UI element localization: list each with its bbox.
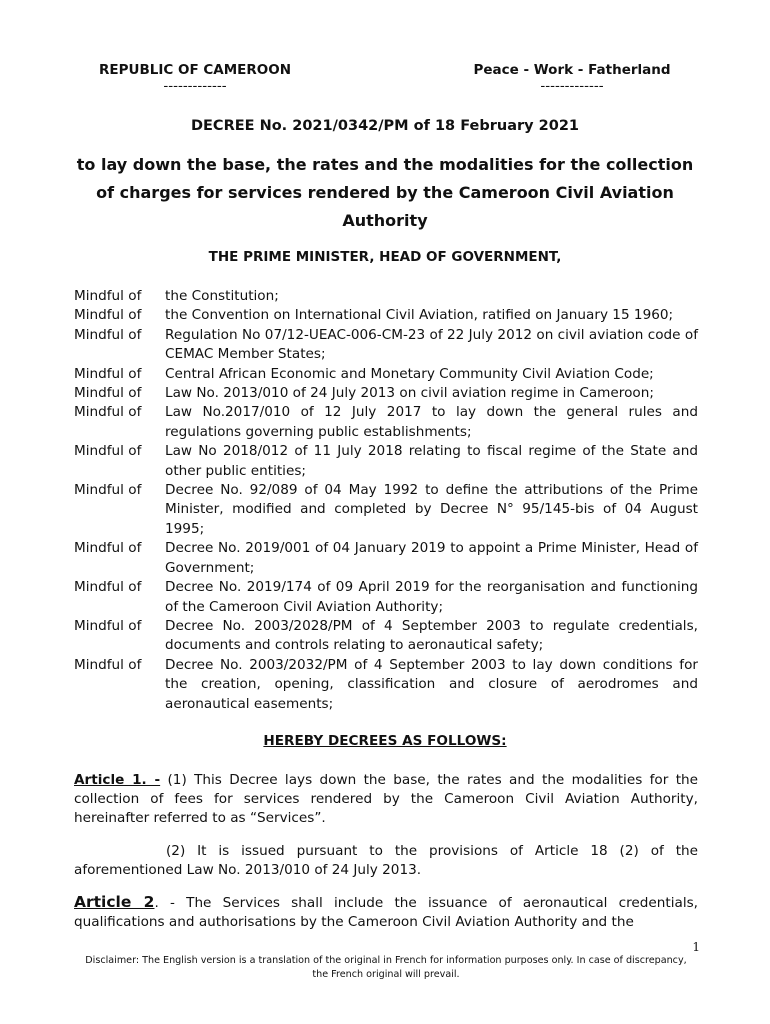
decree-number: DECREE No. 2021/0342/PM of 18 February 2021 xyxy=(190,118,579,134)
list-item xyxy=(74,617,698,656)
mindful-label: Mindful of xyxy=(74,617,142,634)
article-1-paragraph-2: (2) It is issued pursuant to the provisions of Article 18 (2) of the aforementioned Law No. 2013/010 of 24 July 2013. xyxy=(74,843,698,878)
mindful-list xyxy=(74,287,698,714)
mindful-text: Law No. 2013/010 of 24 July 2013 on civil aviation regime in Cameroon; xyxy=(165,385,654,402)
article-2-text: . - The Services shall include the issuance of aeronautical credentials, qualifications and authorisations by the Cameroon Civil Aviation Authority and the xyxy=(74,895,699,930)
mindful-label: Mindful of xyxy=(74,326,142,343)
header-right-text: Peace - Work - Fatherland xyxy=(473,62,671,78)
list-item xyxy=(74,539,698,578)
mindful-text: Decree No. 2003/2032/PM of 4 September 2003 to lay down conditions for the creation, opening, classification and closure of aerodromes and aeronautical easements; xyxy=(165,656,698,712)
mindful-text: Decree No. 2003/2028/PM of 4 September 2003 to regulate credentials, documents and controls relating to aeronautical safety; xyxy=(165,617,698,654)
list-item xyxy=(74,326,698,365)
article-1-text: (1) This Decree lays down the base, the rates and the modalities for the collection of fees for services rendered by the Cameroon Civil Aviation Authority, hereinafter referred to as “Services”. xyxy=(74,772,698,826)
article-1-label: Article 1. - xyxy=(74,772,161,788)
list-item xyxy=(74,306,698,325)
header-left xyxy=(90,62,300,94)
mindful-label: Mindful of xyxy=(74,385,142,402)
mindful-text: Decree No. 2019/174 of 09 April 2019 for the reorganisation and functioning of the Cameroon Civil Aviation Authority; xyxy=(165,579,698,615)
list-item xyxy=(74,287,698,306)
mindful-label: Mindful of xyxy=(74,482,142,499)
mindful-text: Central African Economic and Monetary Community Civil Aviation Code; xyxy=(165,365,654,382)
header-right-separator: ------------- xyxy=(540,78,604,94)
article-1 xyxy=(74,771,698,828)
mindful-label: Mindful of xyxy=(74,579,142,596)
list-item xyxy=(74,403,698,442)
list-item xyxy=(74,656,698,714)
mindful-text: Decree No. 92/089 of 04 May 1992 to define the attributions of the Prime Minister, modified and completed by Decree N° 95/145-bis of 04 August 1995; xyxy=(165,482,698,537)
mindful-label: Mindful of xyxy=(74,307,142,324)
page-number: 1 xyxy=(692,940,700,954)
mindful-text: the Convention on International Civil Aviation, ratified on January 15 1960; xyxy=(165,307,674,324)
mindful-label: Mindful of xyxy=(74,365,142,382)
mindful-label: Mindful of xyxy=(74,288,142,304)
list-item xyxy=(74,578,698,617)
authority-heading: THE PRIME MINISTER, HEAD OF GOVERNMENT, xyxy=(208,249,562,265)
list-item xyxy=(74,384,698,403)
list-item xyxy=(74,442,698,481)
article-2 xyxy=(74,893,698,932)
mindful-text: Law No.2017/010 of 12 July 2017 to lay down the general rules and regulations governing public establishments; xyxy=(165,404,698,440)
mindful-label: Mindful of xyxy=(74,443,142,460)
mindful-label: Mindful of xyxy=(74,404,142,421)
mindful-label: Mindful of xyxy=(74,540,142,557)
header-right xyxy=(462,62,682,94)
mindful-text: Law No 2018/012 of 11 July 2018 relating to fiscal regime of the State and other public entities; xyxy=(165,443,698,479)
list-item xyxy=(74,481,698,539)
decree-subject: to lay down the base, the rates and the modalities for the collection of charges for services rendered by the Cameroon Civil Aviation Authority xyxy=(76,155,694,230)
disclaimer: Disclaimer: The English version is a translation of the original in French for information purposes only. In case of discrepancy, the French original will prevail. xyxy=(85,955,687,980)
mindful-text: the Constitution; xyxy=(165,288,279,304)
mindful-label: Mindful of xyxy=(74,656,142,673)
hereby-decrees-heading: HEREBY DECREES AS FOLLOWS: xyxy=(263,733,507,749)
list-item xyxy=(74,365,698,384)
mindful-text: Decree No. 2019/001 of 04 January 2019 to appoint a Prime Minister, Head of Government; xyxy=(165,540,698,576)
article-2-label: Article 2 xyxy=(74,893,155,911)
header-left-separator: ------------- xyxy=(163,78,227,94)
header-left-text: REPUBLIC OF CAMEROON xyxy=(98,62,292,78)
mindful-text: Regulation No 07/12-UEAC-006-CM-23 of 22 July 2012 on civil aviation code of CEMAC Member States; xyxy=(165,326,698,363)
